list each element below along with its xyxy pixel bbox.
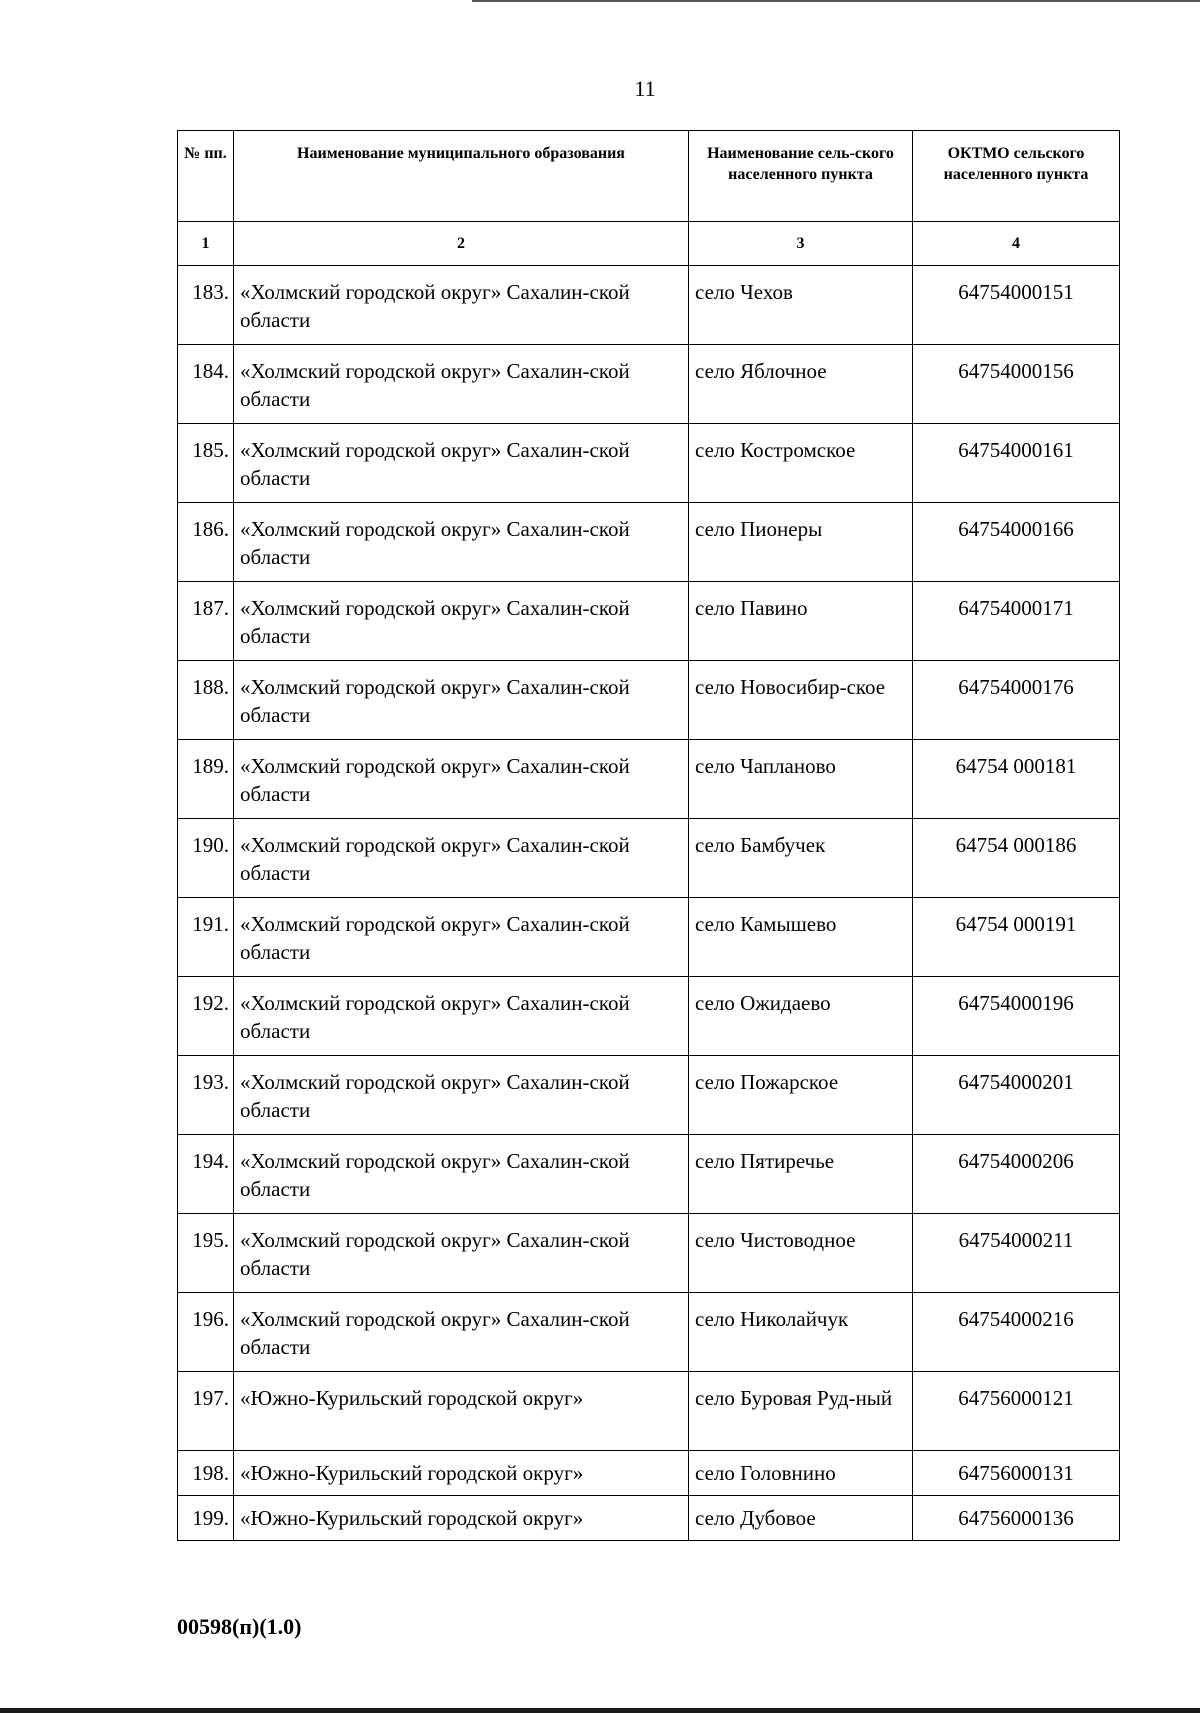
column-number: 2 bbox=[234, 222, 689, 266]
settlement-name: село Чапланово bbox=[689, 740, 913, 819]
municipality-name: «Холмский городской округ» Сахалин-ской области bbox=[234, 1056, 689, 1135]
oktmo-code: 64754000166 bbox=[913, 503, 1120, 582]
header-municipality: Наименование муниципального образования bbox=[234, 131, 689, 222]
row-number: 196. bbox=[178, 1293, 234, 1372]
row-number: 184. bbox=[178, 345, 234, 424]
header-number: № пп. bbox=[178, 131, 234, 222]
oktmo-code: 64756000121 bbox=[913, 1372, 1120, 1451]
page-number: 11 bbox=[634, 76, 656, 101]
table-row bbox=[178, 503, 1120, 582]
settlement-name: село Пятиречье bbox=[689, 1135, 913, 1214]
oktmo-code: 64754 000191 bbox=[913, 898, 1120, 977]
municipality-name: «Южно-Курильский городской округ» bbox=[234, 1372, 689, 1451]
header-settlement: Наименование сель-ского населенного пункта bbox=[689, 131, 913, 222]
oktmo-code: 64754000206 bbox=[913, 1135, 1120, 1214]
column-number-row bbox=[178, 222, 1120, 266]
row-number: 197. bbox=[178, 1372, 234, 1451]
table-row bbox=[178, 1056, 1120, 1135]
settlement-name: село Николайчук bbox=[689, 1293, 913, 1372]
oktmo-code: 64754000156 bbox=[913, 345, 1120, 424]
settlements-table bbox=[177, 130, 1120, 1541]
settlement-name: село Яблочное bbox=[689, 345, 913, 424]
row-number: 193. bbox=[178, 1056, 234, 1135]
column-number: 1 bbox=[178, 222, 234, 266]
municipality-name: «Холмский городской округ» Сахалин-ской области bbox=[234, 582, 689, 661]
oktmo-code: 64754000171 bbox=[913, 582, 1120, 661]
row-number: 189. bbox=[178, 740, 234, 819]
row-number: 183. bbox=[178, 266, 234, 345]
settlement-name: село Пожарское bbox=[689, 1056, 913, 1135]
oktmo-code: 64754000196 bbox=[913, 977, 1120, 1056]
table-row bbox=[178, 977, 1120, 1056]
oktmo-code: 64754000211 bbox=[913, 1214, 1120, 1293]
table-row bbox=[178, 1372, 1120, 1451]
municipality-name: «Холмский городской округ» Сахалин-ской области bbox=[234, 661, 689, 740]
municipality-name: «Холмский городской округ» Сахалин-ской области bbox=[234, 503, 689, 582]
column-number: 3 bbox=[689, 222, 913, 266]
oktmo-code: 64754000161 bbox=[913, 424, 1120, 503]
table-row bbox=[178, 424, 1120, 503]
settlement-name: село Чистоводное bbox=[689, 1214, 913, 1293]
settlement-name: село Костромское bbox=[689, 424, 913, 503]
bottom-scan-rule bbox=[0, 1708, 1200, 1713]
table-row bbox=[178, 1135, 1120, 1214]
settlement-name: село Камышево bbox=[689, 898, 913, 977]
row-number: 192. bbox=[178, 977, 234, 1056]
municipality-name: «Холмский городской округ» Сахалин-ской области bbox=[234, 1293, 689, 1372]
column-number: 4 bbox=[913, 222, 1120, 266]
row-number: 190. bbox=[178, 819, 234, 898]
oktmo-code: 64754 000181 bbox=[913, 740, 1120, 819]
settlement-name: село Бамбучек bbox=[689, 819, 913, 898]
settlement-name: село Чехов bbox=[689, 266, 913, 345]
table-row bbox=[178, 898, 1120, 977]
header-oktmo: ОКТМО сельского населенного пункта bbox=[913, 131, 1120, 222]
table-row bbox=[178, 345, 1120, 424]
table-row bbox=[178, 582, 1120, 661]
oktmo-code: 64754000201 bbox=[913, 1056, 1120, 1135]
municipality-name: «Холмский городской округ» Сахалин-ской области bbox=[234, 1214, 689, 1293]
municipality-name: «Холмский городской округ» Сахалин-ской области bbox=[234, 345, 689, 424]
table-row bbox=[178, 266, 1120, 345]
oktmo-code: 64756000131 bbox=[913, 1451, 1120, 1496]
row-number: 187. bbox=[178, 582, 234, 661]
table-row bbox=[178, 1293, 1120, 1372]
municipality-name: «Холмский городской округ» Сахалин-ской области bbox=[234, 819, 689, 898]
municipality-name: «Холмский городской округ» Сахалин-ской области bbox=[234, 266, 689, 345]
oktmo-code: 64756000136 bbox=[913, 1496, 1120, 1541]
table-row bbox=[178, 661, 1120, 740]
settlement-name: село Пионеры bbox=[689, 503, 913, 582]
municipality-name: «Холмский городской округ» Сахалин-ской области bbox=[234, 1135, 689, 1214]
row-number: 194. bbox=[178, 1135, 234, 1214]
oktmo-code: 64754 000186 bbox=[913, 819, 1120, 898]
row-number: 186. bbox=[178, 503, 234, 582]
municipality-name: «Южно-Курильский городской округ» bbox=[234, 1451, 689, 1496]
top-scan-rule bbox=[472, 0, 1200, 2]
oktmo-code: 64754000151 bbox=[913, 266, 1120, 345]
municipality-name: «Южно-Курильский городской округ» bbox=[234, 1496, 689, 1541]
table-row bbox=[178, 819, 1120, 898]
settlement-name: село Головнино bbox=[689, 1451, 913, 1496]
settlement-name: село Буровая Руд-ный bbox=[689, 1372, 913, 1451]
table-row bbox=[178, 740, 1120, 819]
oktmo-code: 64754000216 bbox=[913, 1293, 1120, 1372]
settlement-name: село Ожидаево bbox=[689, 977, 913, 1056]
settlement-name: село Павино bbox=[689, 582, 913, 661]
municipality-name: «Холмский городской округ» Сахалин-ской области bbox=[234, 740, 689, 819]
row-number: 191. bbox=[178, 898, 234, 977]
row-number: 185. bbox=[178, 424, 234, 503]
municipality-name: «Холмский городской округ» Сахалин-ской области bbox=[234, 424, 689, 503]
document-code: 00598(п)(1.0) bbox=[177, 1614, 302, 1639]
row-number: 188. bbox=[178, 661, 234, 740]
table-row bbox=[178, 1451, 1120, 1496]
table-row bbox=[178, 1496, 1120, 1541]
table-row bbox=[178, 1214, 1120, 1293]
municipality-name: «Холмский городской округ» Сахалин-ской области bbox=[234, 898, 689, 977]
table-header-row bbox=[178, 131, 1120, 222]
row-number: 199. bbox=[178, 1496, 234, 1541]
row-number: 195. bbox=[178, 1214, 234, 1293]
oktmo-code: 64754000176 bbox=[913, 661, 1120, 740]
settlement-name: село Новосибир-ское bbox=[689, 661, 913, 740]
row-number: 198. bbox=[178, 1451, 234, 1496]
municipality-name: «Холмский городской округ» Сахалин-ской области bbox=[234, 977, 689, 1056]
settlement-name: село Дубовое bbox=[689, 1496, 913, 1541]
